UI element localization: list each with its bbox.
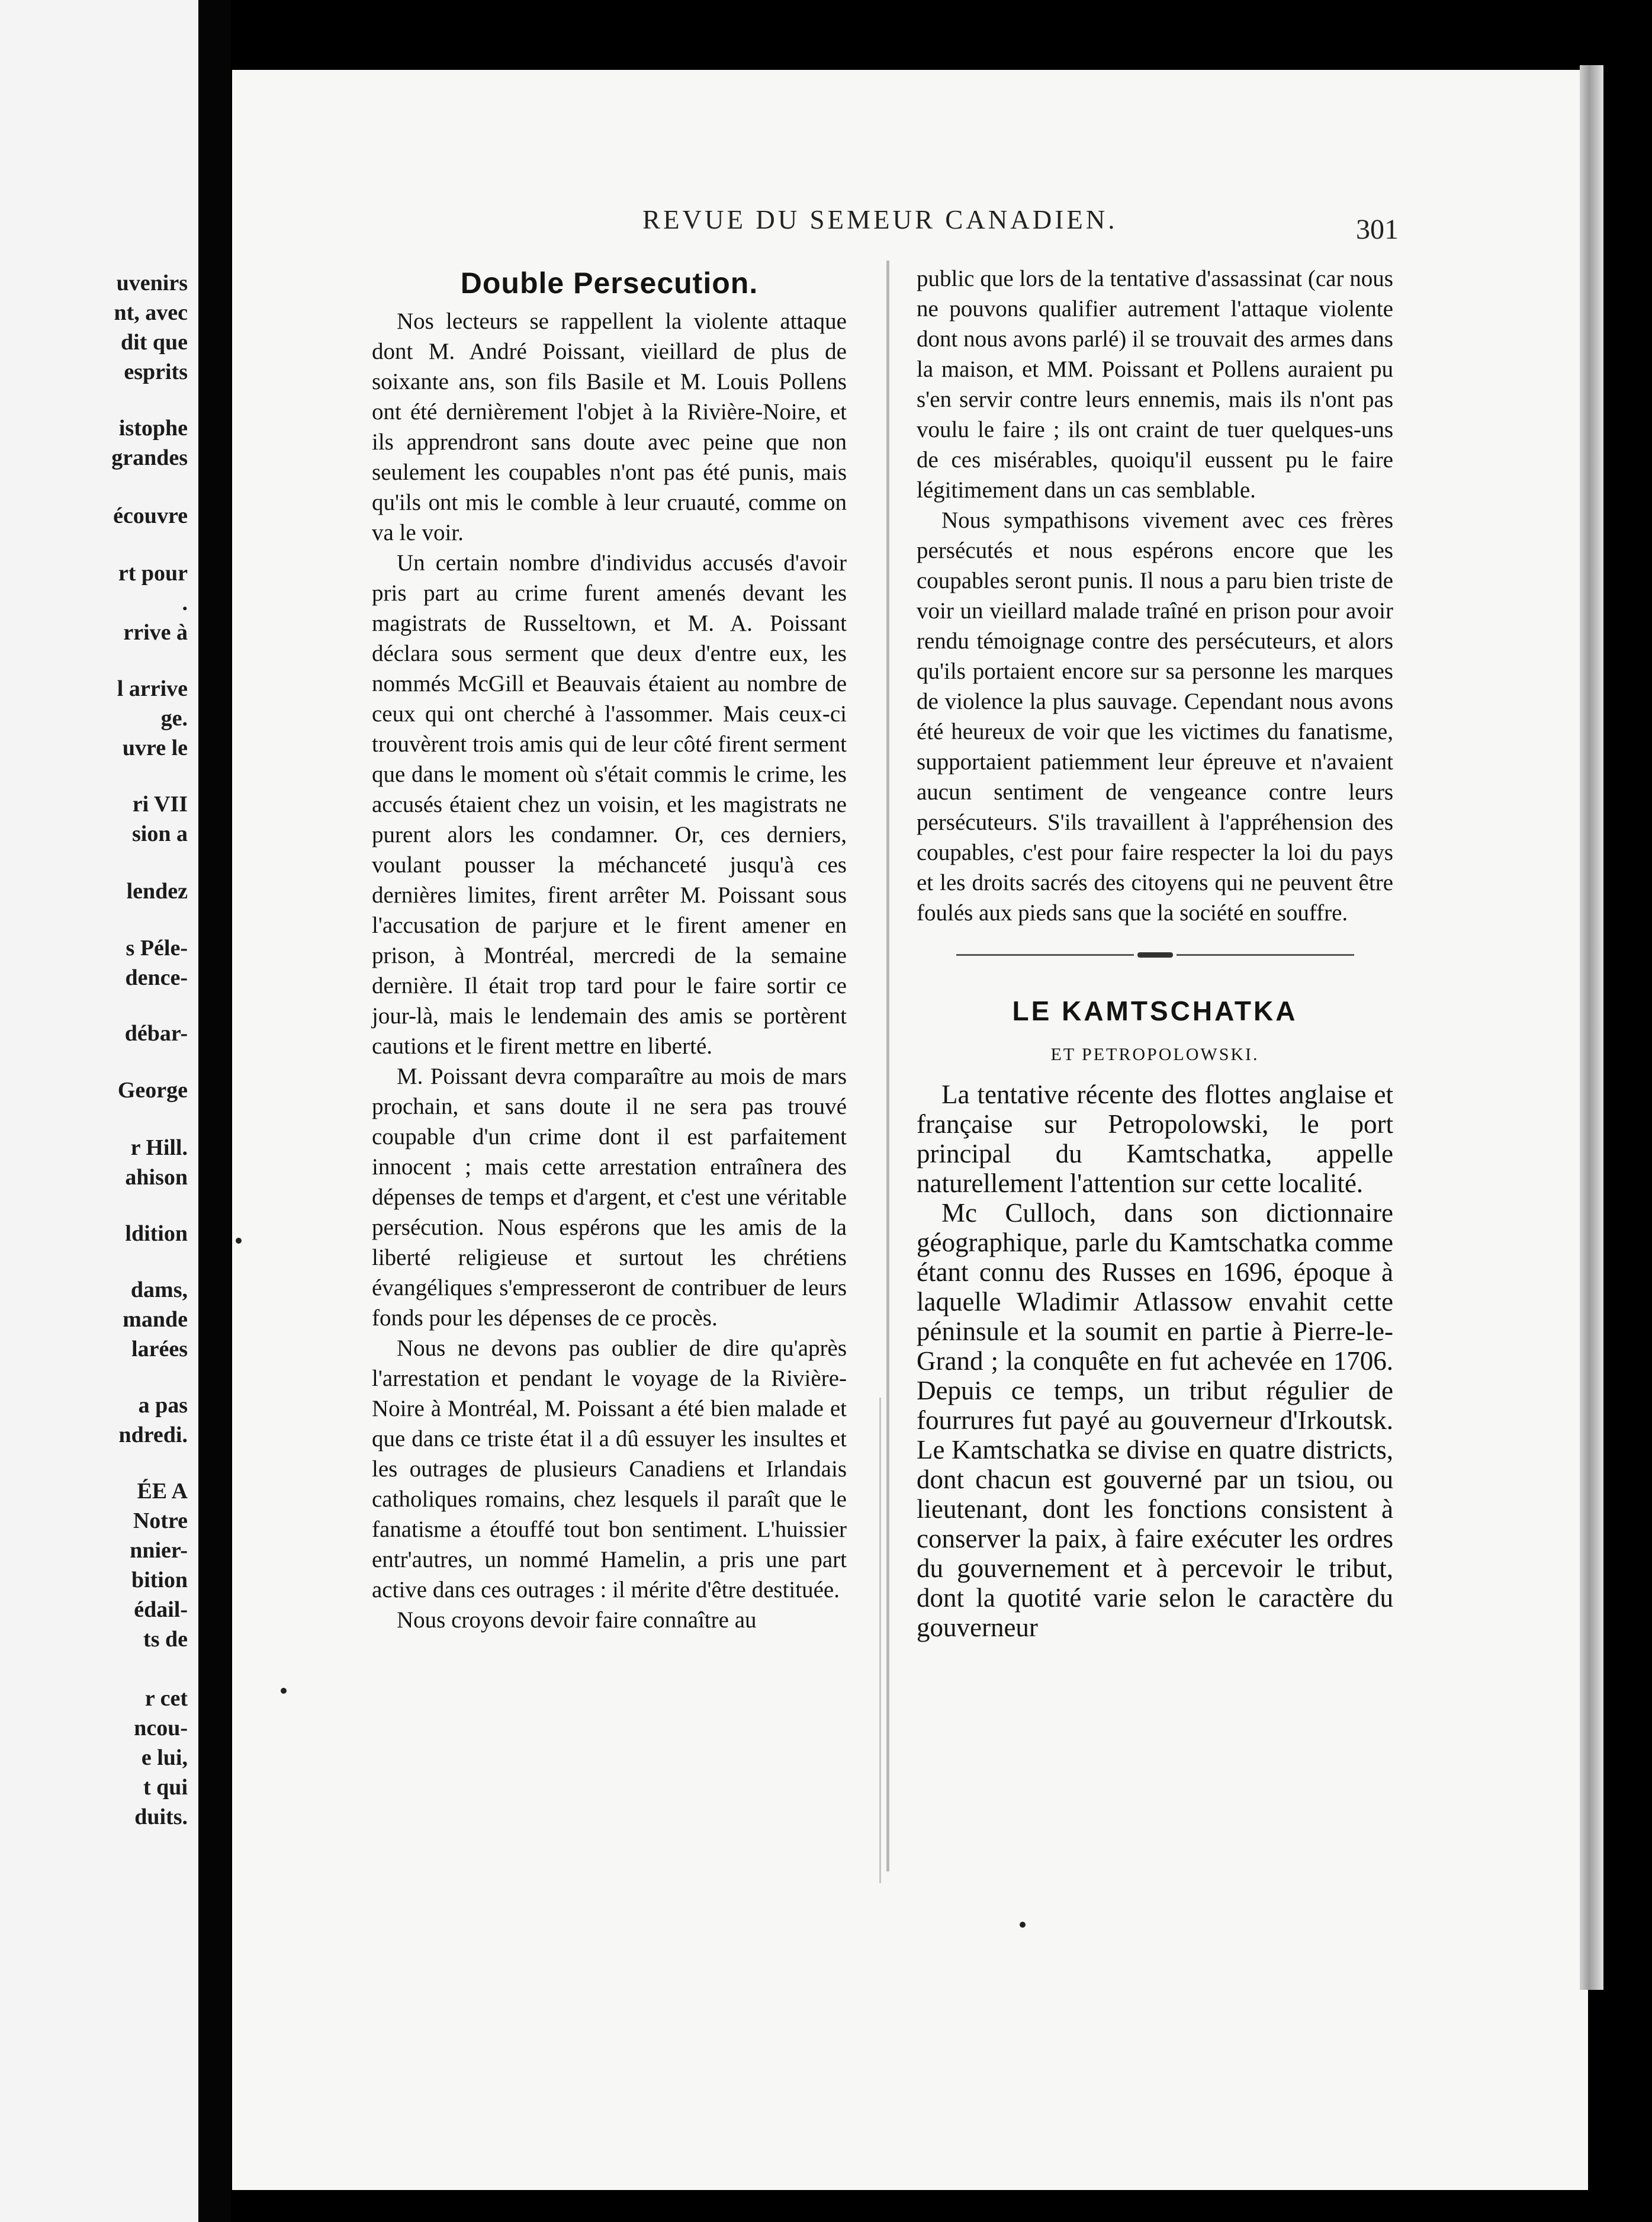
fragment-line: ncou- [134,1716,188,1741]
right-column [917,264,1393,1642]
fragment-line: a pas [138,1393,188,1418]
fragment-line: l arrive [117,676,188,701]
column-rule [886,261,889,1871]
fragment-line: . [182,590,188,615]
paragraph: Un certain nombre d'individus accusés d'avoir pris part au crime furent amenés devant les magistrats de Russeltown, et M. A. Poissant déclara sous serment que deux d'entre eux, les nommés McGill et Beauvais étaient au nombre de ceux qui ont cherché à l'assommer. Mais ceux-ci trouvèrent trois amis qui de leur côté firent serment que dans le moment où s'était commis le crime, les accusés étaient chez un voisin, et les magistrats ne purent alors les condamner. Or, ces derniers, voulant pousser la méchanceté jusqu'à ces dernières limites, firent arrêter M. Poissant sous l'accusation de parjure et le firent amener en prison, à Montréal, mercredi de la semaine dernière. Il était trop tard pour le faire sortir ce jour-là, mais le lendemain des amis se portèrent cautions et le firent mettre en liberté. [372,550,847,1059]
ornamental-divider [917,928,1393,981]
fragment-line: ahison [125,1165,188,1190]
fragment-line: édail- [134,1597,188,1622]
fragment-line: dence- [125,965,188,990]
fragment-line: rt pour [118,561,188,586]
left-column [372,264,847,1635]
fragment-line: t qui [143,1775,188,1800]
fragment-line: mande [123,1307,188,1332]
fragment-line: nnier- [130,1538,188,1563]
fragment-line: ndredi. [118,1423,188,1447]
paragraph: public que lors de la tentative d'assassinat (car nous ne pouvons qualifier autrement l'attaque violente dont nous avons parlé) il se trouvait des armes dans la maison, et MM. Poissant et Pollens auraient pu s'en servir contre leurs ennemis, mais ils n'ont pas voulu le faire ; ils ont craint de tuer quelques-uns de ces misérables, quoiqu'il eussent pu le faire légitimement dans un cas semblable. [917,266,1393,503]
fragment-line: Notre [133,1508,188,1533]
article-body [917,1080,1393,1642]
fragment-line: istophe [118,416,188,441]
binding-gutter [198,0,231,2222]
column-rule-secondary [879,1398,881,1883]
fragment-line: larées [131,1337,188,1362]
article-title: Double Persecution. [460,266,758,300]
fragment-line: lendez [126,879,188,904]
fragment-line: esprits [124,359,188,384]
fragment-line: duits. [134,1804,188,1829]
fragment-line: ts de [143,1627,188,1652]
page-edge [1580,65,1603,1990]
fragment-line: dit que [121,330,188,355]
adjacent-page-fragment [0,0,198,2222]
fragment-line: écouvre [113,503,188,528]
paragraph: Nous ne devons pas oublier de dire qu'après l'arrestation et pendant le voyage de la Rivière-Noire à Montréal, M. Poissant a été bien malade et que dans ce triste état il a dû essuyer les insultes et les outrages de plusieurs Canadiens et Irlandais catholiques romains, chez lesquels il paraît que le fanatisme a étouffé tout bon sentiment. L'huissier entr'autres, un nommé Hamelin, a pris une part active dans ces outrages : il mérite d'être destituée. [372,1335,847,1603]
fragment-line: George [117,1078,188,1103]
print-speck [281,1688,287,1694]
fragment-line: r cet [144,1686,188,1711]
fragment-line: nt, avec [114,300,188,325]
print-speck [236,1238,242,1244]
fragment-line: dams, [130,1277,188,1302]
page-number: 301 [1356,214,1399,245]
running-title: REVUE DU SEMEUR CANADIEN. [642,205,1118,235]
fragment-line: uvre le [122,736,188,760]
fragment-line: uvenirs [116,271,188,296]
fragment-line: débar- [124,1021,188,1046]
fragment-line: ÉE A [137,1479,188,1504]
paragraph: M. Poissant devra comparaître au mois de mars prochain, et sans doute il ne sera pas trouvé coupable d'un crime dont il est parfaitement innocent ; mais cette arrestation entraînera des dépenses de temps et d'argent, et c'est une véritable persécution. Nous espérons que les amis de la liberté religieuse et surtout les chrétiens évangéliques s'empresseront de contribuer de leurs fonds pour les dépenses de ce procès. [372,1064,847,1331]
paragraph: Nous sympathisons vivement avec ces frères persécutés et nous espérons encore que les coupables seront punis. Il nous a paru bien triste de voir un vieillard malade traîné en prison pour avoir rendu témoignage contre des persécuteurs, et alors qu'ils portaient encore sur sa personne les marques de violence la plus sauvage. Cependant nous avons été heureux de voir que les victimes du fanatisme, supportaient patiemment leur épreuve et n'avaient aucun sentiment de vengeance contre leurs persécuteurs. S'ils travaillent à l'appréhension des coupables, c'est pour faire respecter la loi du pays et les droits sacrés des citoyens qui ne peuvent être foulés aux pieds sans que la société en souffre. [917,508,1393,926]
paragraph: La tentative récente des flottes anglaise et française sur Petropolowski, le port principal du Kamtschatka, appelle naturellement l'attention sur cette localité. [917,1080,1393,1198]
fragment-line: grandes [111,445,188,470]
print-speck [1020,1922,1026,1928]
paragraph: Nous croyons devoir faire connaître au [397,1607,757,1633]
fragment-line: bition [131,1568,188,1592]
fragment-line: sion a [132,821,188,846]
fragment-line: ldition [125,1221,188,1246]
fragment-line: r Hill. [130,1135,188,1160]
fragment-line: e lui, [141,1745,188,1770]
fragment-line: rrive à [123,620,188,645]
fragment-line: ge. [160,706,188,731]
article-subtitle: ET PETROPOLOWSKI. [1050,1045,1259,1064]
fragment-line: ri VII [132,792,188,817]
paragraph: Nos lecteurs se rappellent la violente attaque dont M. André Poissant, vieillard de plus de soixante ans, son fils Basile et M. Louis Pollens ont été dernièrement l'objet à la Rivière-Noire, et ils apprendront sans doute avec peine que non seulement les coupables n'ont pas été punis, mais qu'ils ont mis le comble à leur cruauté, comme on va le voir. [372,309,847,545]
fragment-line: s Péle- [126,936,188,961]
article-title: LE KAMTSCHATKA [1012,996,1298,1026]
paragraph: Mc Culloch, dans son dictionnaire géographique, parle du Kamtschatka comme étant connu des Russes en 1696, époque à laquelle Wladimir Atlassow envahit cette péninsule et la soumit en partie à Pierre-le-Grand ; la conquête en fut achevée en 1706. Depuis ce temps, un tribut régulier de fourrures fut payé au gouverneur d'Irkoutsk. Le Kamtschatka se divise en quatre districts, dont chacun est gouverné par un tsiou, ou lieutenant, dont les fonctions consistent à conserver la paix, à faire exécuter les ordres du gouvernement et à percevoir le tribut, dont la quotité varie selon le caractère du gouverneur [917,1198,1393,1642]
